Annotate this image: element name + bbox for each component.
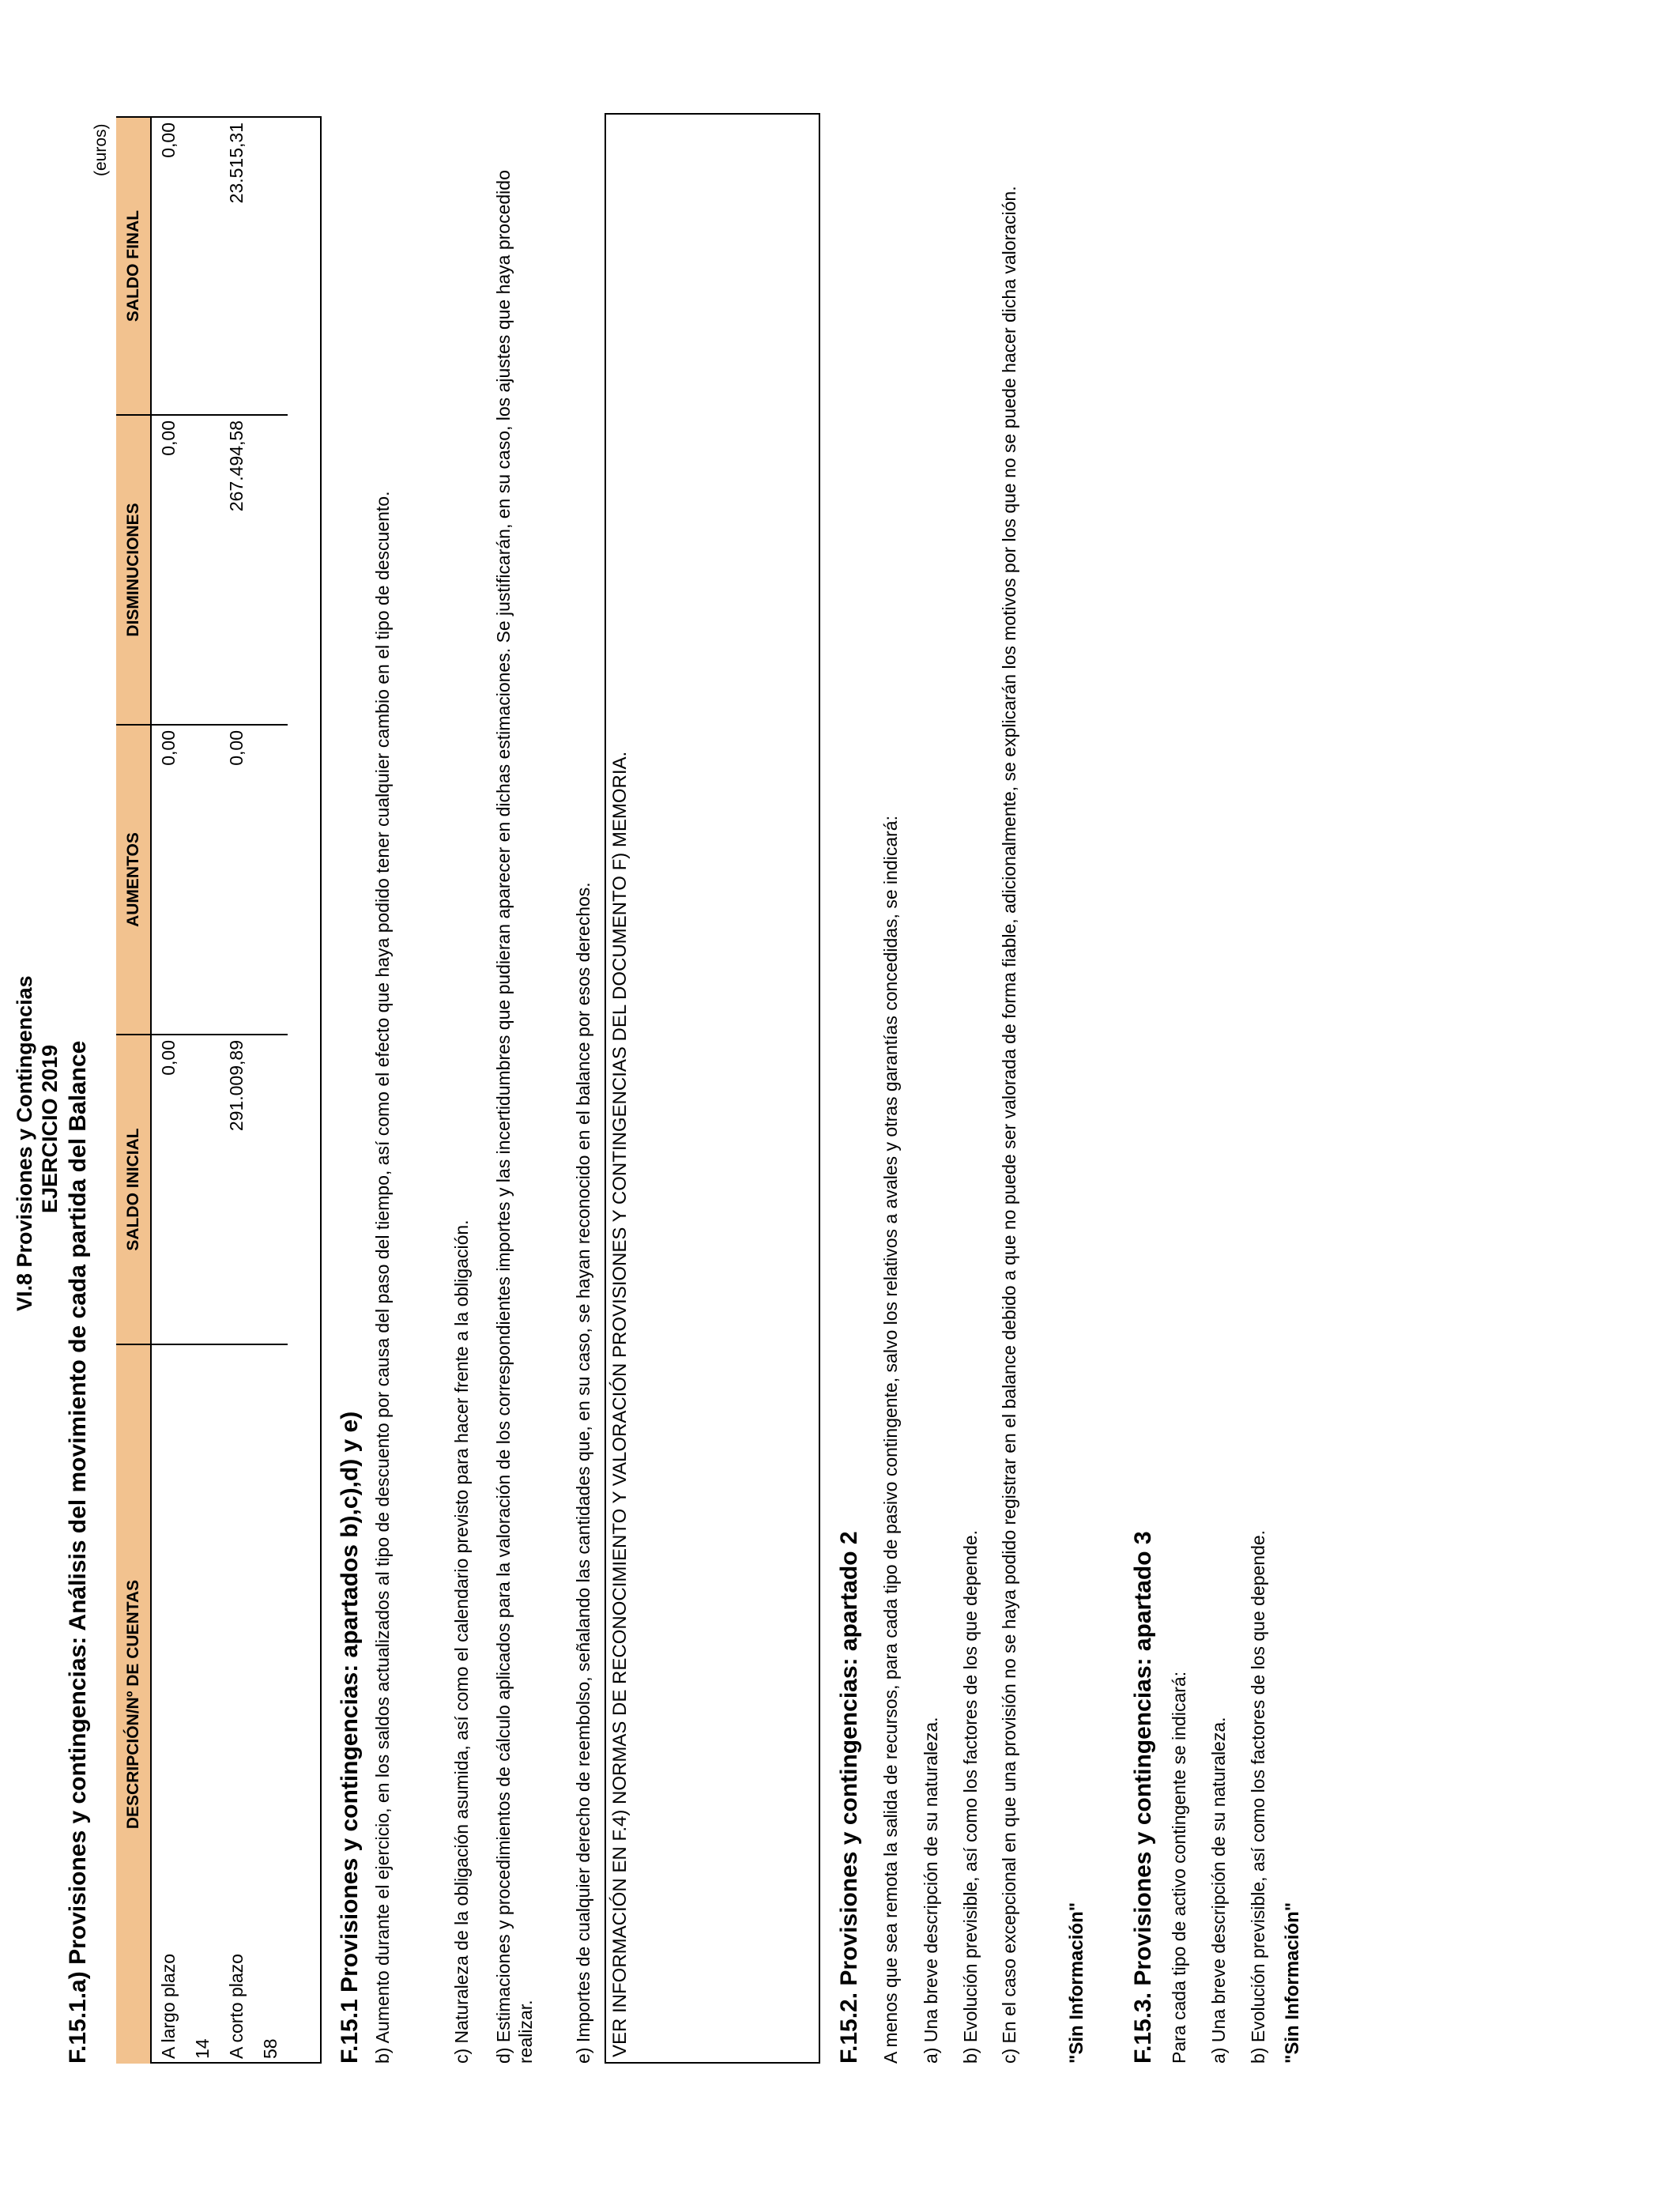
movement-table	[116, 118, 288, 2064]
cell-description: 14	[192, 2038, 213, 2059]
info-box-text: VER INFORMACIÓN EN F.4) NORMAS DE RECONOCIMIENTO Y VALORACIÓN PROVISIONES Y CONTINGENCIAS DEL DOCUMENTO F) MEMORIA.	[609, 751, 631, 2057]
section-151-b: b) Aumento durante el ejercicio, en los saldos actualizados al tipo de descuento por causa del paso del tiempo, así como el efecto que haya podido tener cualquier cambio en el tipo de descuento.	[372, 491, 393, 2064]
cell-saldo-final: 0,00	[151, 118, 186, 415]
cell-saldo-inicial	[186, 1035, 220, 1344]
section-151-d: d) Estimaciones y procedimientos de cálculo aplicados para la valoración de los correspondientes importes y las incertidumbres que pudieran aparecer en dichas estimaciones. Se justificarán, en su caso, los ajustes que haya procedido realizar.	[493, 170, 536, 2064]
cell-disminuciones	[186, 415, 220, 725]
cell-disminuciones	[254, 415, 288, 725]
section-152-a: a) Una breve descripción de su naturaleza.	[921, 1717, 941, 2064]
info-box	[605, 113, 820, 2064]
section-152-heading: F.15.2. Provisiones y contingencias: apartado 2	[836, 1531, 862, 2064]
cell-saldo-final: 23.515,31	[220, 118, 254, 415]
cell-disminuciones: 267.494,58	[220, 415, 254, 725]
cell-aumentos	[186, 725, 220, 1035]
cell-saldo-final	[254, 118, 288, 415]
units-label: (euros)	[92, 123, 110, 176]
table-title: F.15.1.a) Provisiones y contingencias: Análisis del movimiento de cada partida del Balance	[65, 1040, 91, 2064]
cell-aumentos	[254, 725, 288, 1035]
section-152-b: b) Evolución previsible, así como los factores de los que depende.	[960, 1529, 981, 2064]
report-title: VI.8 Provisiones y Contingencias	[13, 975, 36, 1311]
table-row	[186, 118, 220, 2064]
table-row	[151, 118, 186, 2064]
cell-disminuciones: 0,00	[151, 415, 186, 725]
col-header-saldo-final: SALDO FINAL	[116, 118, 151, 415]
cell-saldo-inicial: 0,00	[151, 1035, 186, 1344]
fiscal-year: EJERCICIO 2019	[38, 1044, 62, 1213]
section-153-heading: F.15.3. Provisiones y contingencias: apartado 3	[1130, 1531, 1156, 2064]
section-152-c: c) En el caso excepcional en que una provisión no se haya podido registrar en el balance debido a que no puede ser valorada de forma fiable, adicionalmente, se explicarán los motivos por los que no se puede hacer dicha valoración.	[999, 186, 1019, 2064]
section-152-intro: A menos que sea remota la salida de recursos, para cada tipo de pasivo contingente, salvo los relativos a avales y otras garantías concedidas, se indicará:	[880, 816, 901, 2064]
section-152-note: "Sin Información"	[1066, 1902, 1087, 2064]
cell-saldo-inicial: 291.009,89	[220, 1035, 254, 1344]
table-row	[254, 118, 288, 2064]
cell-description: A corto plazo	[226, 1954, 247, 2059]
section-153-a: a) Una breve descripción de su naturaleza.	[1208, 1717, 1229, 2064]
col-header-aumentos: AUMENTOS	[116, 725, 151, 1035]
col-header-saldo-inicial: SALDO INICIAL	[116, 1035, 151, 1344]
section-151-heading: F.15.1 Provisiones y contingencias: apartados b),c),d) y e)	[337, 1411, 363, 2064]
section-151-c: c) Naturaleza de la obligación asumida, así como el calendario previsto para hacer frente a la obligación.	[451, 1220, 472, 2064]
section-151-e: e) Importes de cualquier derecho de reembolso, señalando las cantidades que, en su caso, se hayan reconocido en el balance por esos derechos.	[573, 882, 593, 2064]
section-153-b: b) Evolución previsible, así como los factores de los que depende.	[1248, 1529, 1268, 2064]
table-row	[220, 118, 254, 2064]
cell-aumentos: 0,00	[151, 725, 186, 1035]
section-153-intro: Para cada tipo de activo contingente se indicará:	[1169, 1671, 1189, 2064]
cell-aumentos: 0,00	[220, 725, 254, 1035]
col-header-disminuciones: DISMINUCIONES	[116, 415, 151, 725]
table-header-row	[116, 118, 151, 2064]
section-153-note: "Sin Información"	[1282, 1902, 1303, 2064]
col-header-description: DESCRIPCIÓN/Nº DE CUENTAS	[116, 1344, 151, 2064]
cell-description: 58	[260, 2038, 281, 2059]
cell-description: A largo plazo	[158, 1954, 179, 2059]
cell-saldo-inicial	[254, 1035, 288, 1344]
cell-saldo-final	[186, 118, 220, 415]
